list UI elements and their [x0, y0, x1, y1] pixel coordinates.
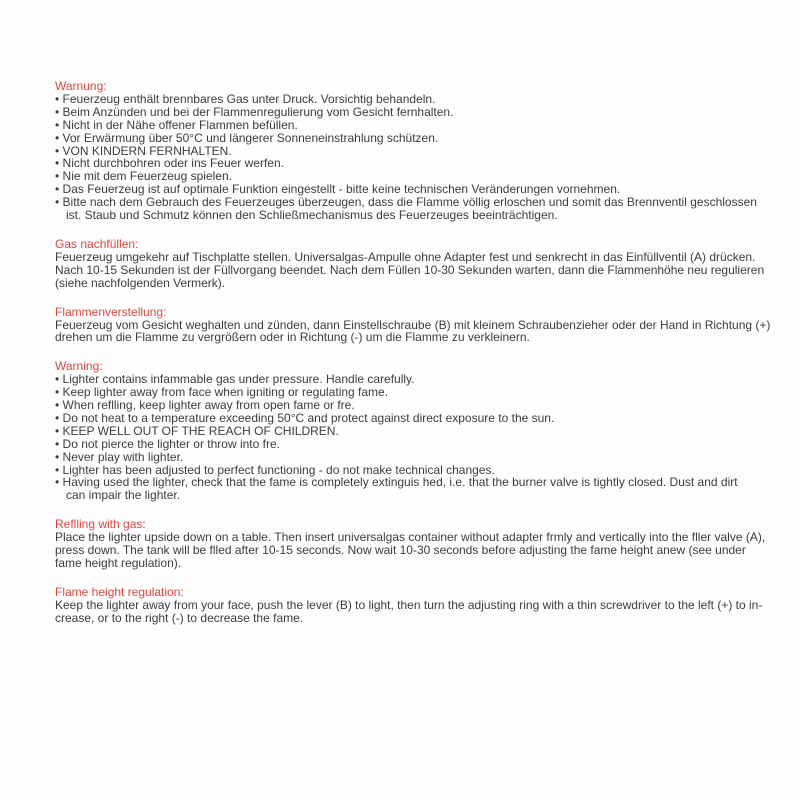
section-warning-en [55, 360, 765, 502]
text-line: • Keep lighter away from face when igniting or regulating fame. [55, 385, 389, 400]
section-heading-gas-nachfuellen: Gas nachfüllen: [55, 236, 139, 251]
instruction-text-block [55, 79, 771, 641]
text-line: press down. The tank will be flled after 10-15 seconds. Now wait 10-30 seconds before adjusting the fame height anew (see under [55, 543, 746, 558]
text-line: • KEEP WELL OUT OF THE REACH OF CHILDREN. [55, 423, 339, 438]
text-line: crease, or to the right (-) to decrease the fame. [55, 610, 304, 625]
text-line: • Das Feuerzeug ist auf optimale Funktion eingestellt - bitte keine technischen Veränderungen vornehmen. [55, 182, 621, 197]
section-heading-flammenverstellung: Flammenverstellung: [55, 304, 167, 319]
text-line: ist. Staub und Schmutz können den Schließmechanismus des Feuerzeuges beeinträchtigen. [66, 208, 558, 223]
text-line: • Nicht in der Nähe offener Flammen befüllen. [55, 117, 298, 132]
text-line: • Do not pierce the lighter or throw into fre. [55, 436, 280, 451]
text-line: drehen um die Flamme zu vergrößern oder in Richtung (-) um die Flamme zu verkleinern. [55, 330, 530, 345]
text-line: Keep the lighter away from your face, push the lever (B) to light, then turn the adjusting ring with a thin screwdriver to the left (+) to in- [55, 597, 763, 612]
text-line: • When reflling, keep lighter away from open fame or fre. [55, 398, 355, 413]
text-line: • Nie mit dem Feuerzeug spielen. [55, 169, 232, 184]
section-heading-warning-en: Warning: [55, 359, 103, 374]
text-line: • VON KINDERN FERNHALTEN. [55, 143, 232, 158]
text-line: Feuerzeug vom Gesicht weghalten und zünden, dann Einstellschraube (B) mit kleinem Schraubenzieher oder der Hand in Richtung (+) [55, 317, 771, 332]
text-line: • Do not heat to a temperature exceeding 50°C and protect against direct exposure to the sun. [55, 410, 555, 425]
section-heading-refilling-with-gas: Reflling with gas: [55, 517, 146, 532]
text-line: • Vor Erwärmung über 50°C und längerer Sonneneinstrahlung schützen. [55, 130, 439, 145]
text-line: • Beim Anzünden und bei der Flammenregulierung vom Gesicht fernhalten. [55, 104, 454, 119]
section-flammenverstellung [55, 304, 771, 345]
text-line: (siehe nachfolgenden Vermerk). [55, 275, 226, 290]
text-line: Place the lighter upside down on a table. Then insert universalgas container without adapter frmly and vertically into the fller valve (A), [55, 530, 766, 545]
text-line: • Having used the lighter, check that the fame is completely extinguis hed, i.e. that the burner valve is tightly closed. Dust and dirt [55, 475, 738, 490]
text-line: Feuerzeug umgekehr auf Tischplatte stellen. Universalgas-Ampulle ohne Adapter fest und senkrecht in das Einfüllventil (A) drücken. [55, 249, 756, 264]
text-line: • Never play with lighter. [55, 449, 184, 464]
section-heading-warnung-de: Warnung: [55, 79, 107, 93]
section-flame-height-regulation [55, 586, 765, 625]
text-line: • Lighter contains infammable gas under pressure. Handle carefully. [55, 372, 415, 387]
text-line: fame height regulation). [55, 556, 182, 570]
section-heading-flame-height-regulation: Flame height regulation: [55, 584, 184, 599]
text-line: Nach 10-15 Sekunden ist der Füllvorgang beendet. Nach dem Füllen 10-30 Sekunden warten, dann die Flammenhöhe neu regulieren [55, 262, 765, 277]
text-line: • Bitte nach dem Gebrauch des Feuerzeuges überzeugen, dass die Flamme völlig erloschen und somit das Brennventil geschlossen [55, 195, 757, 210]
text-line: can impair the lighter. [66, 488, 181, 503]
section-warnung-de [55, 80, 765, 222]
text-line: • Nicht durchbohren oder ins Feuer werfen. [55, 156, 284, 171]
text-line: • Feuerzeug enthält brennbares Gas unter Druck. Vorsichtig behandeln. [55, 91, 436, 106]
section-refilling-with-gas [55, 518, 765, 570]
section-gas-nachfuellen [55, 238, 765, 290]
text-line: • Lighter has been adjusted to perfect functioning - do not make technical changes. [55, 462, 495, 477]
